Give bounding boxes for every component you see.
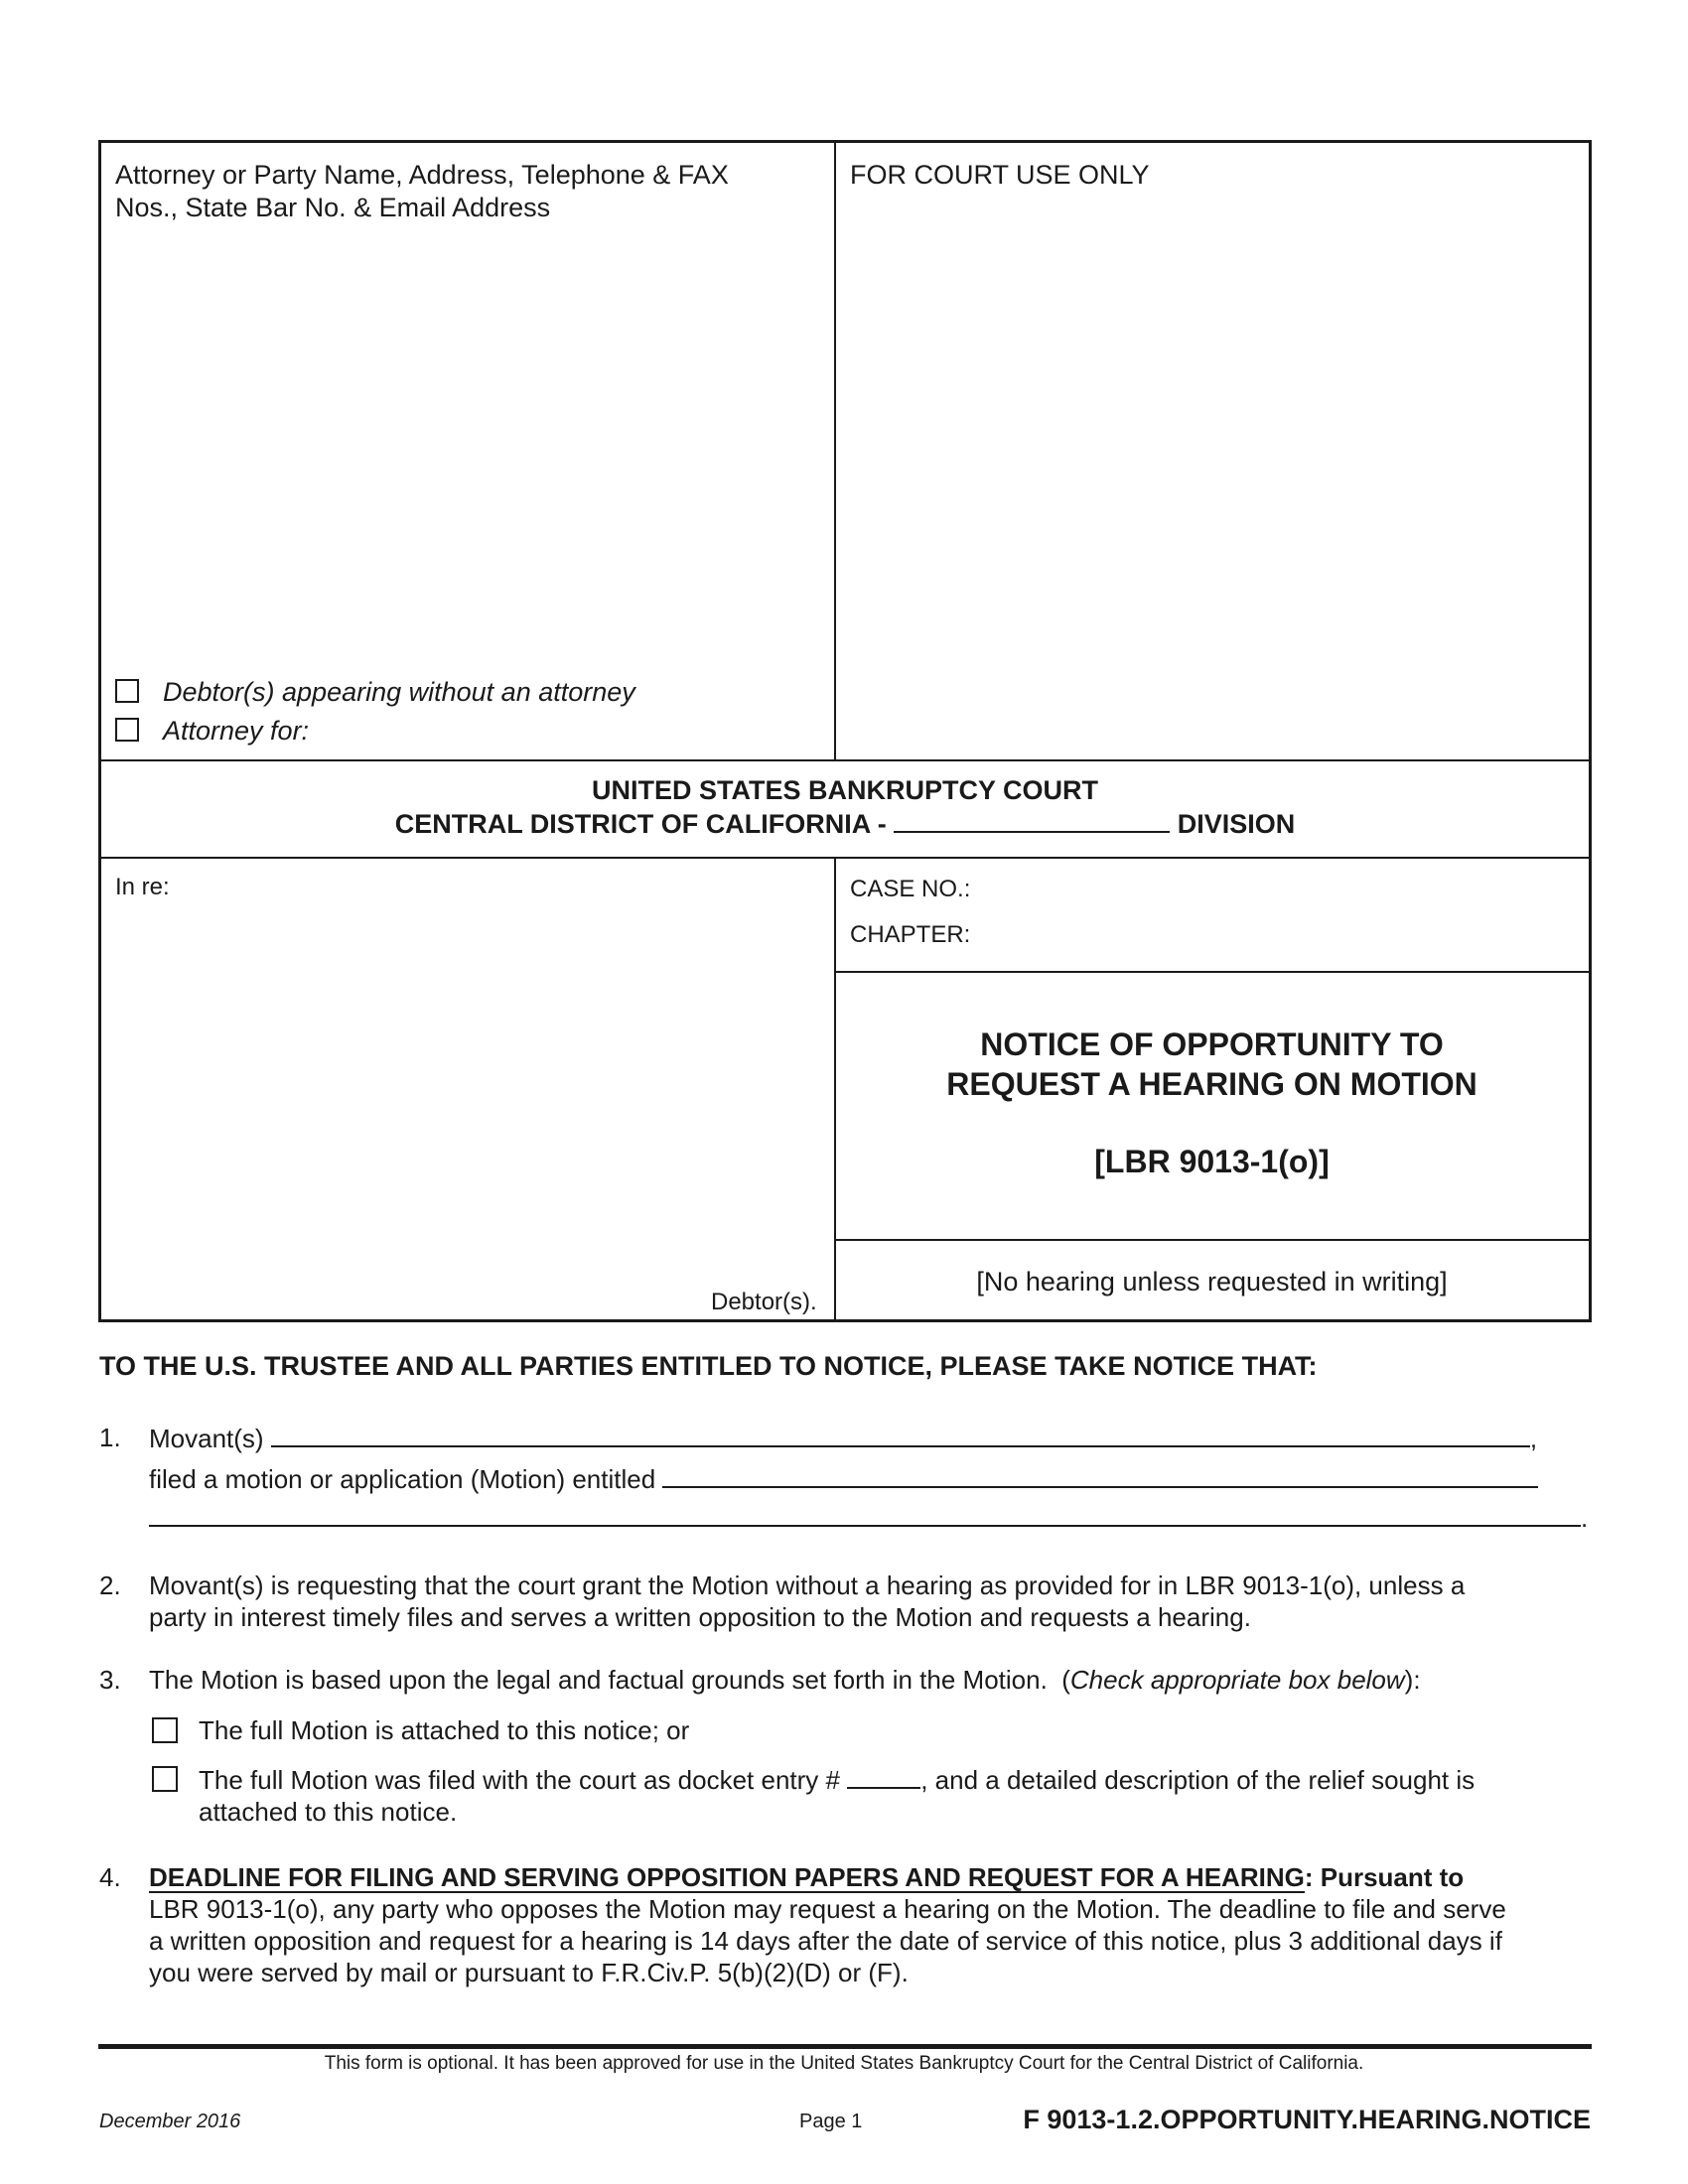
item2-text: Movant(s) is requesting that the court grant the Motion without a hearing as provided for in LBR 9013-1(o), unless a party in interest timely files and serves a written opposition to the Motion and requests a hearing. — [149, 1570, 1466, 1632]
item1-motion-line: filed a motion or application (Motion) entitled — [149, 1462, 1538, 1495]
district-line: CENTRAL DISTRICT OF CALIFORNIA - DIVISION — [394, 809, 1296, 839]
footer-form-id: F 9013-1.2.OPPORTUNITY.HEARING.NOTICE — [1023, 2105, 1591, 2134]
in-re-label: In re: — [115, 874, 170, 900]
deadline-heading: DEADLINE FOR FILING AND SERVING OPPOSITION PAPERS AND REQUEST FOR A HEARING — [149, 1862, 1305, 1892]
notice-title: NOTICE OF OPPORTUNITY TO REQUEST A HEARING ON MOTION [LBR 9013-1(o)] — [835, 1024, 1589, 1181]
footer-rule — [98, 2044, 1592, 2049]
notice-rule: [LBR 9013-1(o)] — [1094, 1144, 1330, 1179]
case-no-label: CASE NO.: — [850, 876, 971, 902]
caption-box: Attorney or Party Name, Address, Telephone & FAX Nos., State Bar No. & Email Address Debtor(s) appearing without an attorney Attorney for: FOR COURT USE ONLY UNITED STATES BANKRUPTCY COURT CENTRAL DISTRICT OF CALIFORNIA - DIVISION In re: Debtor(s). CASE NO.: CHAPTER: NOTICE OF OPPORTUNITY TO REQUEST A HEARING ON MOTION [LBR 9013-1(o)] [No hearing unless requested in writing] — [98, 140, 1592, 1322]
item3-option1: The full Motion is attached to this notice; or — [199, 1715, 690, 1745]
item2-number: 2. — [99, 1570, 121, 1600]
approval-note: This form is optional. It has been approved for use in the United States Bankruptcy Court for the Central District of California. — [324, 2053, 1364, 2074]
motion-docket-entry-checkbox[interactable] — [152, 1766, 178, 1792]
debtor-without-attorney-checkbox[interactable] — [115, 679, 139, 703]
footer-date: December 2016 — [99, 2111, 241, 2132]
debtors-label: Debtor(s). — [711, 1289, 817, 1315]
notice-heading: TO THE U.S. TRUSTEE AND ALL PARTIES ENTITLED TO NOTICE, PLEASE TAKE NOTICE THAT: — [99, 1351, 1318, 1381]
item1-number: 1. — [99, 1423, 121, 1452]
attorney-for-checkbox[interactable] — [115, 718, 139, 742]
item3-option2: The full Motion was filed with the court as docket entry # , and a detailed description of the relief sought is attached to this notice. — [199, 1765, 1476, 1827]
chapter-label: CHAPTER: — [850, 921, 971, 948]
item4-text: DEADLINE FOR FILING AND SERVING OPPOSITION PAPERS AND REQUEST FOR A HEARING: Pursuant to LBR 9013-1(o), any party who opposes the Motion may request a hearing on the Motion. The deadline to file and serve a written opposition and request for a hearing is 14 days after the date of service of this notice, plus 3 additional days if you were served by mail or pursuant to F.R.Civ.P. 5(b)(2)(D) or (F). — [149, 1862, 1506, 1987]
caption-rule-1 — [101, 759, 1589, 761]
court-name: UNITED STATES BANKRUPTCY COURT — [591, 775, 1098, 805]
court-use-label: FOR COURT USE ONLY — [850, 160, 1150, 190]
docket-entry-blank[interactable] — [847, 1763, 920, 1789]
court-title — [101, 774, 1589, 841]
full-motion-attached-checkbox[interactable] — [152, 1717, 178, 1743]
caption-rule-2 — [101, 857, 1589, 859]
motion-title-blank-2[interactable] — [149, 1501, 1581, 1527]
footer-page: Page 1 — [799, 2111, 863, 2132]
item4-number: 4. — [99, 1862, 121, 1892]
no-hearing-note: [No hearing unless requested in writing] — [976, 1267, 1448, 1297]
attorney-info-label: Attorney or Party Name, Address, Telephone & FAX Nos., State Bar No. & Email Address — [115, 160, 729, 222]
item3-text: The Motion is based upon the legal and factual grounds set forth in the Motion. (Check appropriate box below): — [149, 1665, 1421, 1695]
item1-movant-line: Movant(s) , — [149, 1424, 1538, 1453]
motion-title-blank[interactable] — [662, 1462, 1538, 1488]
caption-rule-title — [835, 1239, 1589, 1241]
movant-blank[interactable] — [271, 1422, 1530, 1447]
division-blank[interactable] — [894, 807, 1170, 833]
item3-number: 3. — [99, 1665, 121, 1695]
caption-rule-case — [835, 971, 1589, 973]
item1-continuation-line: . — [149, 1501, 1588, 1534]
caption-divider-top — [834, 143, 836, 759]
